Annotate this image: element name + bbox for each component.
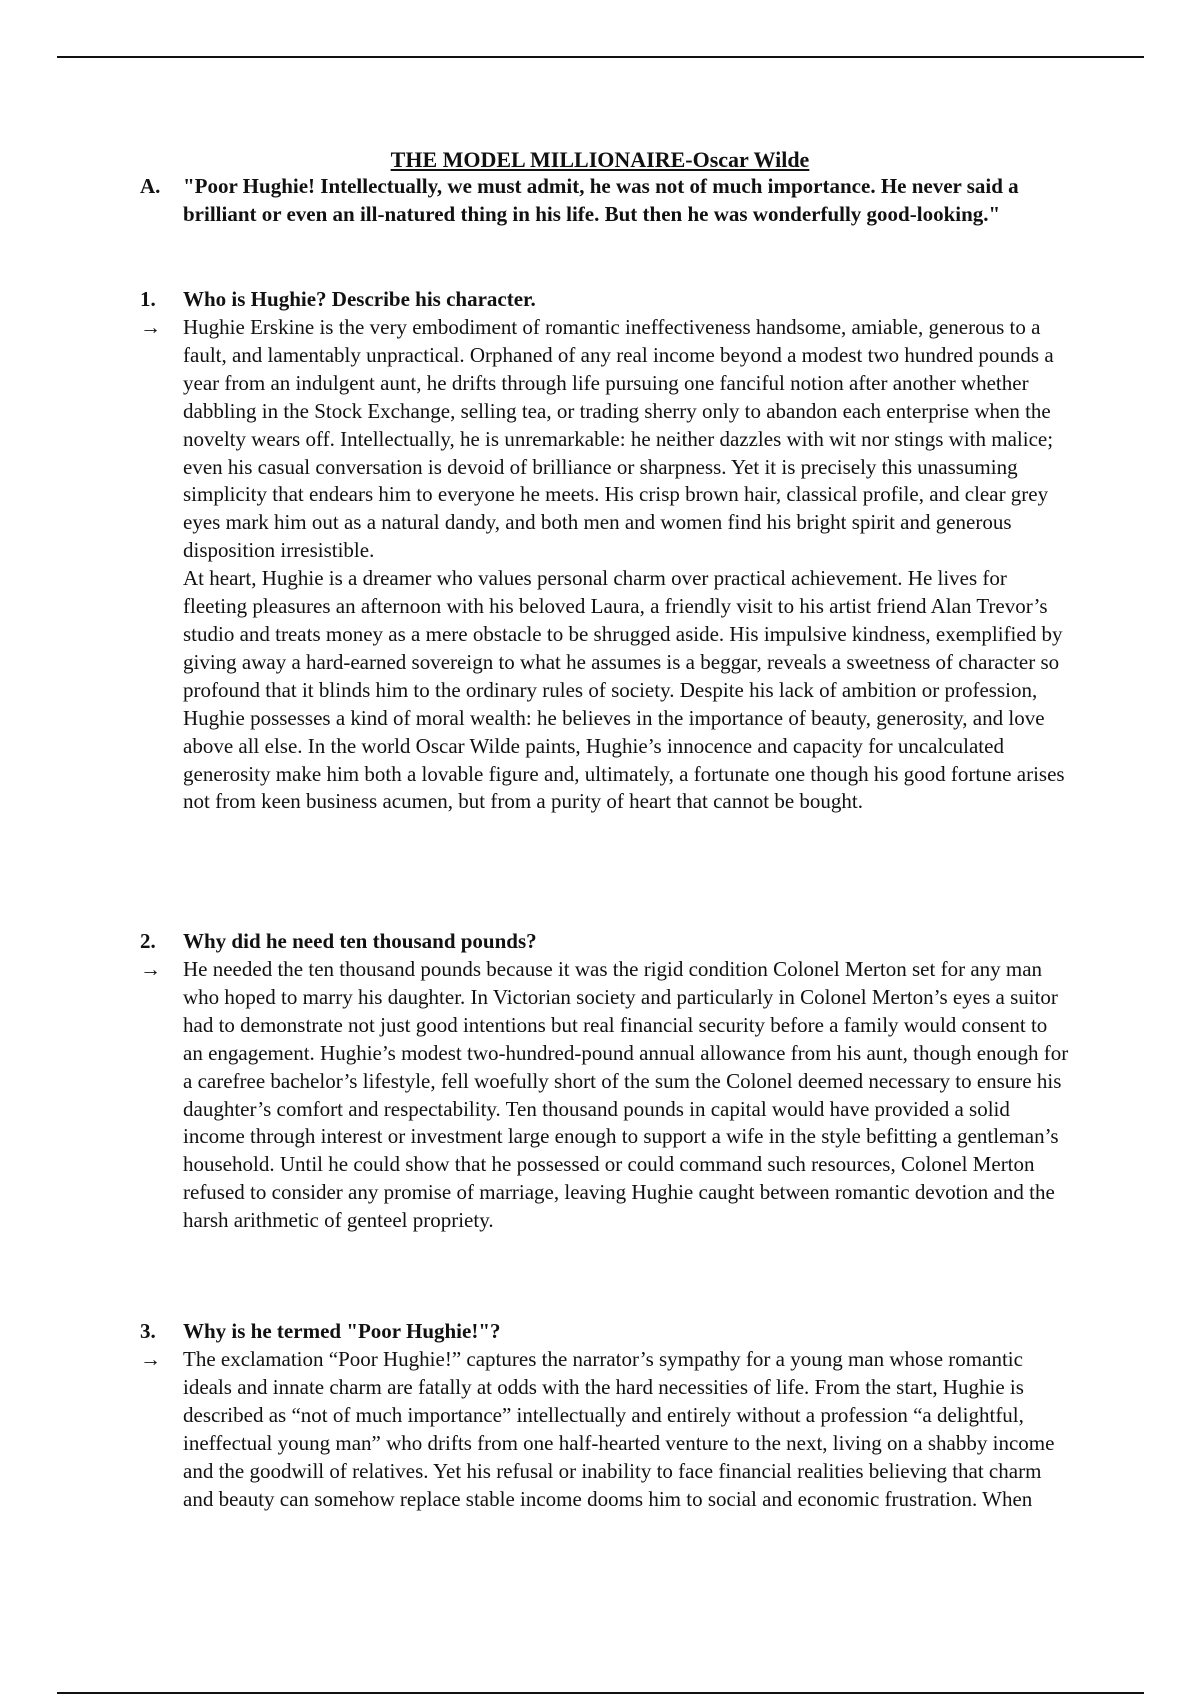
passage-quote: "Poor Hughie! Intellectually, we must admit, he was not of much importance. He never said a brilliant or even an ill-natured thing in his life. But then he was wonderfully good-looking." bbox=[183, 174, 1019, 226]
answer-paragraph: At heart, Hughie is a dreamer who values personal charm over practical achievement. He lives for fleeting pleasures an afternoon with his beloved Laura, a friendly visit to his artist friend Alan Trevor’s studio and treats money as a mere obstacle to be shrugged aside. His impulsive kindness, exemplified by giving away a hard-earned sovereign to what he assumes is a beggar, reveals a sweetness of character so profound that it blinds him to the ordinary rules of society. Despite his lack of ambition or profession, Hughie possesses a kind of moral wealth: he believes in the importance of beauty, generosity, and love above all else. In the world Oscar Wilde paints, Hughie’s innocence and capacity for uncalculated generosity make him both a lovable figure and, ultimately, a fortunate one though his good fortune arises not from keen business acumen, but from a purity of heart that cannot be bought. bbox=[183, 566, 1065, 814]
top-rule bbox=[57, 56, 1144, 58]
answer-paragraph: Hughie Erskine is the very embodiment of romantic ineffectiveness handsome, amiable, generous to a fault, and lamentably unpractical. Orphaned of any real income beyond a modest two hundred pounds a year from an indulgent aunt, he drifts through life pursuing one fanciful notion after another whether dabbling in the Stock Exchange, selling tea, or trading sherry only to abandon each enterprise when the novelty wears off. Intellectually, he is unremarkable: he neither dazzles with wit nor stings with malice; even his casual conversation is devoid of brilliance or sharpness. Yet it is precisely this unassuming simplicity that endears him to everyone he meets. His crisp brown hair, classical profile, and clear grey eyes mark him out as a natural dandy, and both men and women find his bright spirit and generous disposition irresistible. bbox=[183, 315, 1054, 563]
answer-1 bbox=[140, 314, 1070, 816]
question-3-heading bbox=[140, 1318, 1070, 1346]
answer-paragraph: He needed the ten thousand pounds because it was the rigid condition Colonel Merton set for any man who hoped to marry his daughter. In Victorian society and particularly in Colonel Merton’s eyes a suitor had to demonstrate not just good intentions but real financial security before a family would consent to an engagement. Hughie’s modest two-hundred-pound annual allowance from his aunt, though enough for a carefree bachelor’s lifestyle, fell woefully short of the sum the Colonel deemed necessary to ensure his daughter’s comfort and respectability. Ten thousand pounds in capital would have provided a solid income through interest or investment large enough to support a wife in the style befitting a gentleman’s household. Until he could show that he possessed or could command such resources, Colonel Merton refused to consider any promise of marriage, leaving Hughie caught between romantic devotion and the harsh arithmetic of genteel propriety. bbox=[183, 957, 1069, 1233]
passage-block bbox=[140, 173, 1070, 229]
bottom-rule bbox=[57, 1692, 1144, 1694]
question-number: 1. bbox=[140, 287, 156, 311]
answer-arrow-icon: → bbox=[140, 1347, 161, 1371]
question-text: Why did he need ten thousand pounds? bbox=[183, 929, 537, 953]
question-2-heading bbox=[140, 928, 1070, 956]
page-title: THE MODEL MILLIONAIRE-Oscar Wilde bbox=[390, 147, 810, 172]
answer-paragraph: The exclamation “Poor Hughie!” captures the narrator’s sympathy for a young man whose romantic ideals and innate charm are fatally at odds with the hard necessities of life. From the start, Hughie is described as “not of much importance” intellectually and entirely without a profession “a delightful, ineffectual young man” who drifts from one half-hearted venture to the next, living on a shabby income and the goodwill of relatives. Yet his refusal or inability to face financial realities believing that charm and beauty can somehow replace stable income dooms him to social and economic frustration. When bbox=[183, 1347, 1055, 1511]
answer-arrow-icon: → bbox=[140, 315, 161, 339]
question-number: 2. bbox=[140, 929, 156, 953]
question-text: Why is he termed "Poor Hughie!"? bbox=[183, 1319, 501, 1343]
answer-2 bbox=[140, 956, 1070, 1235]
answer-arrow-icon: → bbox=[140, 957, 161, 981]
question-1-heading bbox=[140, 286, 1070, 314]
question-text: Who is Hughie? Describe his character. bbox=[183, 287, 536, 311]
passage-marker: A. bbox=[140, 174, 161, 198]
answer-3 bbox=[140, 1346, 1070, 1513]
question-number: 3. bbox=[140, 1319, 156, 1343]
